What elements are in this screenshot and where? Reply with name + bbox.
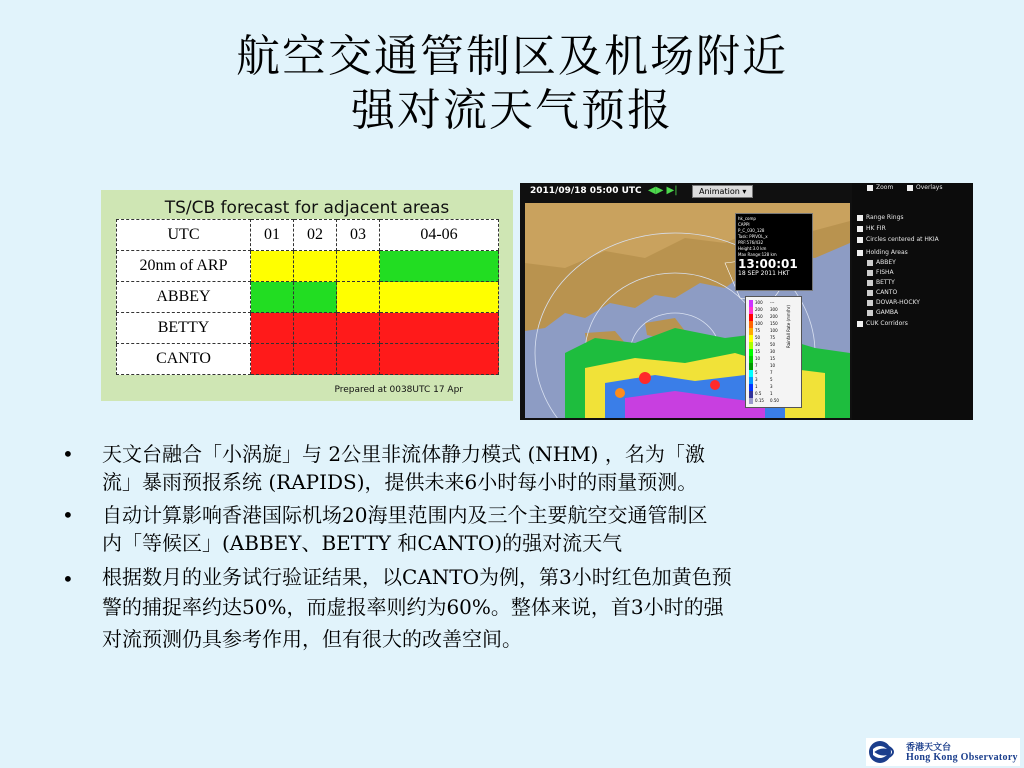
hk-fir-checkbox[interactable]: HK FIR bbox=[866, 225, 886, 232]
forecast-footer: Prepared at 0038UTC 17 Apr bbox=[334, 385, 463, 395]
bullet-dot: • bbox=[62, 567, 74, 591]
legend-label-right: --- bbox=[770, 300, 775, 305]
legend-label-left: 15 bbox=[755, 349, 761, 354]
legend-label-left: 50 bbox=[755, 335, 761, 340]
holding-areas-checkbox[interactable]: Holding Areas bbox=[866, 249, 908, 256]
area-abbey-checkbox[interactable]: ABBEY bbox=[876, 259, 896, 266]
slide-title-line1: 航空交通管制区及机场附近 bbox=[236, 31, 788, 82]
overlays-checkbox[interactable]: Overlays bbox=[916, 184, 943, 191]
forecast-cell bbox=[380, 251, 499, 282]
row-label: 20nm of ARP bbox=[117, 251, 251, 282]
forecast-table-title: TS/CB forecast for adjacent areas bbox=[164, 198, 450, 218]
legend-label-left: 30 bbox=[755, 342, 761, 347]
legend-label-left: 7 bbox=[755, 363, 758, 368]
area-betty-checkbox[interactable]: BETTY bbox=[876, 279, 895, 286]
animation-dropdown[interactable]: Animation ▾ bbox=[692, 185, 753, 198]
bullet-line: 自动计算影响香港国际机场20海里范围内及三个主要航空交通管制区 bbox=[102, 503, 708, 527]
header-cell-01: 01 bbox=[251, 220, 294, 251]
legend-label-right: 300 bbox=[770, 307, 778, 312]
bullet-line: 根据数月的业务试行验证结果，以CANTO为例，第3小时红色加黄色预 bbox=[102, 565, 732, 589]
legend-label-left: 150 bbox=[755, 314, 763, 319]
legend-label-right: 15 bbox=[770, 356, 776, 361]
forecast-cell bbox=[251, 344, 294, 375]
legend-label-right: 5 bbox=[770, 377, 773, 382]
bullet-line: 对流预测仍具参考作用，但有很大的改善空间。 bbox=[102, 627, 522, 651]
forecast-cell bbox=[251, 282, 294, 313]
legend-label-right: 10 bbox=[770, 363, 776, 368]
forecast-table-header bbox=[117, 220, 499, 251]
slide-title-line2: 强对流天气预报 bbox=[351, 85, 673, 136]
radar-timestamp: 2011/09/18 05:00 UTC bbox=[530, 186, 642, 196]
legend-label-left: 300 bbox=[755, 300, 763, 305]
legend-label-right: 200 bbox=[770, 314, 778, 319]
info-line: P_C_030_128 bbox=[738, 228, 765, 233]
legend-label-left: 200 bbox=[755, 307, 763, 312]
circles-checkbox[interactable]: Circles centered at HKIA bbox=[866, 236, 939, 243]
forecast-cell bbox=[251, 251, 294, 282]
radar-clock: 13:00:01 bbox=[738, 257, 798, 271]
row-label: CANTO bbox=[117, 344, 251, 375]
radar-date: 18 SEP 2011 HKT bbox=[738, 270, 790, 277]
row-label: ABBEY bbox=[117, 282, 251, 313]
header-cell-03: 03 bbox=[337, 220, 380, 251]
playback-arrows-icon[interactable]: ◀▶ ▶| bbox=[648, 185, 678, 196]
list-item bbox=[62, 440, 962, 496]
area-dovar-hocky-checkbox[interactable]: DOVAR-HOCKY bbox=[876, 299, 920, 306]
bullet-list bbox=[62, 440, 962, 656]
info-line: CAPPI bbox=[738, 222, 750, 227]
range-rings-checkbox[interactable]: Range Rings bbox=[866, 214, 904, 221]
forecast-cell bbox=[380, 344, 499, 375]
bullet-dot: • bbox=[62, 442, 74, 466]
area-fisha-checkbox[interactable]: FISHA bbox=[876, 269, 894, 276]
legend-label-right: 0.50 bbox=[770, 398, 779, 403]
hko-logo bbox=[866, 738, 1020, 766]
legend-label-left: 5 bbox=[755, 370, 758, 375]
info-line: hk_comp bbox=[738, 216, 756, 221]
area-canto-checkbox[interactable]: CANTO bbox=[876, 289, 898, 296]
ts-cb-forecast-panel bbox=[101, 190, 513, 401]
logo-english-name: Hong Kong Observatory bbox=[906, 752, 1018, 763]
legend-label-right: 100 bbox=[770, 328, 778, 333]
rainfall-legend bbox=[745, 296, 802, 408]
forecast-cell bbox=[380, 282, 499, 313]
forecast-cell bbox=[337, 344, 380, 375]
header-cell-04-06: 04-06 bbox=[380, 220, 499, 251]
legend-label-left: 75 bbox=[755, 328, 761, 333]
legend-label-left: 100 bbox=[755, 321, 763, 326]
table-row bbox=[117, 313, 499, 344]
radar-options-panel bbox=[852, 183, 973, 420]
legend-label-right: 1 bbox=[770, 391, 773, 396]
legend-label-right: 150 bbox=[770, 321, 778, 326]
legend-label-right: 75 bbox=[770, 335, 776, 340]
radar-info-box bbox=[735, 213, 813, 291]
forecast-cell bbox=[294, 313, 337, 344]
logo-chinese-name: 香港天文台 bbox=[906, 743, 952, 753]
info-line: Height:3.0 km bbox=[738, 246, 767, 251]
table-row bbox=[117, 251, 499, 282]
info-line: Task: PPIVOL_x bbox=[738, 234, 768, 239]
radar-image bbox=[520, 183, 973, 420]
forecast-table bbox=[116, 219, 499, 375]
table-row bbox=[117, 344, 499, 375]
slide-title bbox=[0, 30, 1024, 138]
forecast-cell bbox=[294, 282, 337, 313]
bullet-line: 内「等候区」(ABBEY、BETTY 和CANTO)的强对流天气 bbox=[102, 531, 623, 555]
bullet-line: 警的捕捉率约达50%，而虚报率则约为60%。整体来说，首3小时的强 bbox=[102, 595, 724, 619]
legend-label-right: 50 bbox=[770, 342, 776, 347]
hko-emblem-icon bbox=[867, 739, 901, 765]
info-line: Max Range:128 km bbox=[738, 252, 777, 257]
zoom-checkbox[interactable]: Zoom bbox=[876, 184, 894, 191]
list-item bbox=[62, 562, 962, 656]
forecast-cell bbox=[337, 313, 380, 344]
header-cell-utc: UTC bbox=[117, 220, 251, 251]
legend-label-left: 10 bbox=[755, 356, 761, 361]
forecast-cell bbox=[251, 313, 294, 344]
bullet-dot: • bbox=[62, 503, 74, 527]
forecast-cell bbox=[380, 313, 499, 344]
forecast-cell bbox=[337, 251, 380, 282]
bullet-line: 天文台融合「小涡旋」与 2公里非流体静力模式 (NHM) ，名为「激 bbox=[102, 442, 705, 466]
legend-label-left: 3 bbox=[755, 377, 758, 382]
table-row bbox=[117, 282, 499, 313]
row-label: BETTY bbox=[117, 313, 251, 344]
legend-label-left: 1 bbox=[755, 384, 758, 389]
radar-toolbar bbox=[520, 183, 850, 201]
forecast-cell bbox=[294, 251, 337, 282]
legend-label-right: 7 bbox=[770, 370, 773, 375]
legend-label-left: 0.5 bbox=[755, 391, 762, 396]
legend-label-left: 0.15 bbox=[755, 398, 764, 403]
legend-caption: Rainfall Rate (mm/hr) bbox=[786, 305, 791, 349]
bullet-line: 流」暴雨预报系统 (RAPIDS)，提供未来6小时每小时的雨量预测。 bbox=[102, 470, 698, 494]
cuk-corridors-checkbox[interactable]: CUK Corridors bbox=[866, 320, 908, 327]
info-line: PRF:576/432 bbox=[738, 240, 764, 245]
legend-label-right: 30 bbox=[770, 349, 776, 354]
list-item bbox=[62, 501, 962, 557]
forecast-cell bbox=[337, 282, 380, 313]
legend-label-right: 3 bbox=[770, 384, 773, 389]
header-cell-02: 02 bbox=[294, 220, 337, 251]
forecast-cell bbox=[294, 344, 337, 375]
area-gamba-checkbox[interactable]: GAMBA bbox=[876, 309, 899, 316]
